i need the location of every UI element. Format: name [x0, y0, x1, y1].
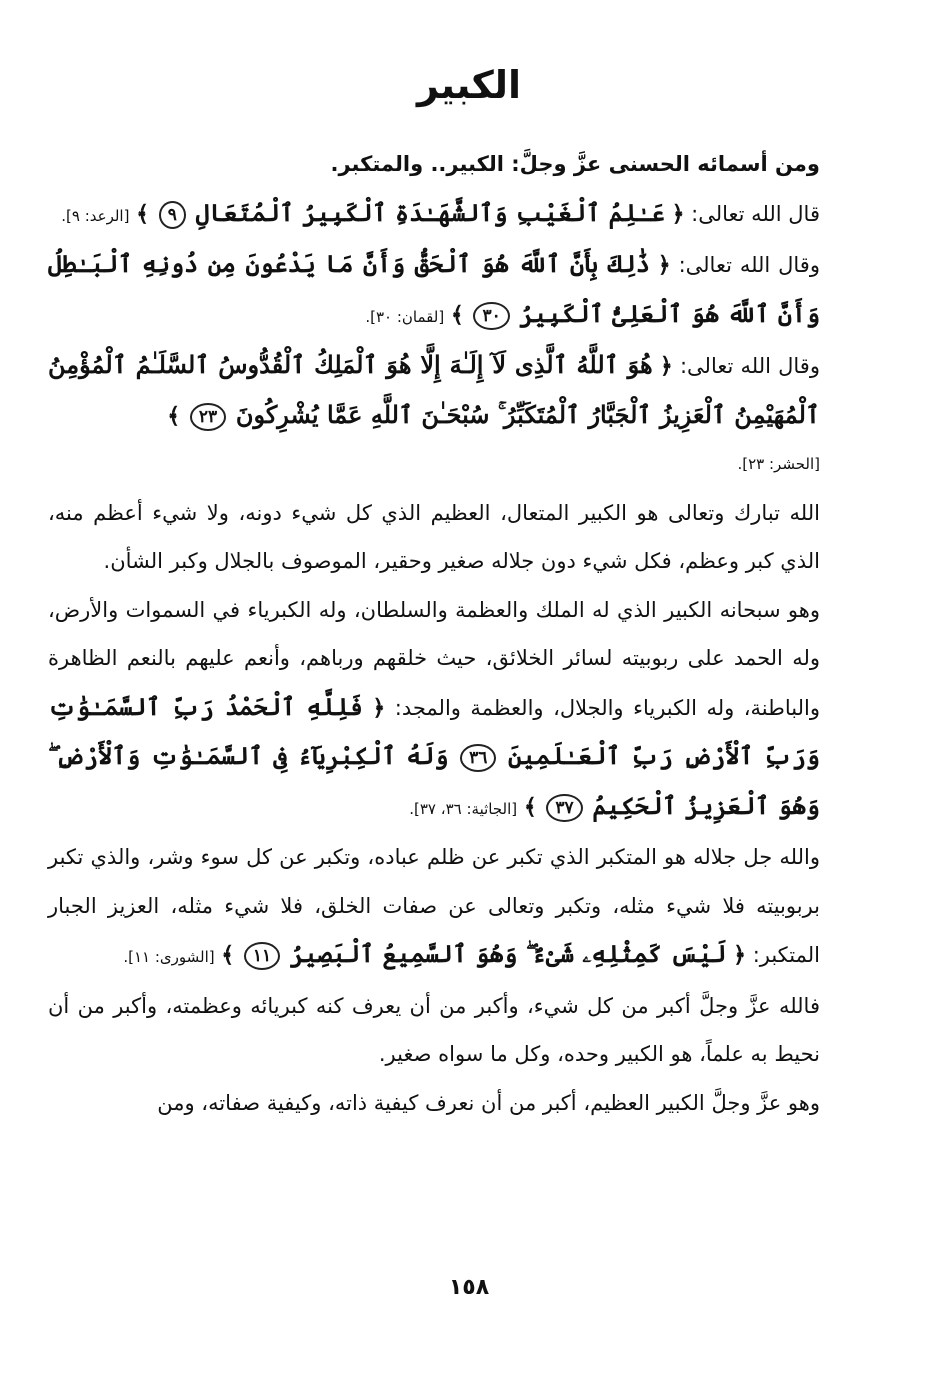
- verse-paragraph-luqman: [48, 240, 820, 341]
- ornate-bracket-open: ﴿: [372, 694, 386, 721]
- verse-paragraph-raad: [48, 189, 820, 241]
- ayah-number-marker: ٢٣: [190, 403, 226, 431]
- verse-paragraph-hashr: [48, 341, 820, 489]
- ornate-bracket-close: ﴾: [523, 793, 537, 820]
- page-body: [48, 140, 820, 1127]
- verse-reference: [الحشر: ٢٣].: [737, 455, 820, 473]
- ornate-bracket-close: ﴾: [167, 402, 181, 429]
- verse-lead: قال الله تعالى:: [691, 201, 820, 226]
- ayah-number-marker: ٩: [159, 201, 186, 229]
- ayah-number-marker: ٣٦: [460, 744, 496, 772]
- paragraph-text: وهو سبحانه الكبير الذي له الملك والعظمة والسلطان، وله الكبرياء في السموات والأرض، وله الحمد على ربوبيته لسائر الخلائق، حيث خلقهم ورباهم، وأنعم عليهم بالنعم الظاهرة والباطنة، وله الكبرياء والجلال، والعظمة والمجد:: [48, 597, 820, 720]
- ornate-bracket-close: ﴾: [450, 301, 464, 328]
- body-paragraph: الله تبارك وتعالى هو الكبير المتعال، العظيم الذي كل شيء دونه، ولا شيء أعظم منه، الذي كبر وعظم، فكل شيء دون جلاله صغير وحقير، الموصوف بالجلال وكبر الشأن.: [48, 500, 820, 573]
- ornate-bracket-open: ﴿: [657, 252, 671, 278]
- body-paragraph: وهو عزَّ وجلَّ الكبير العظيم، أكبر من أن نعرف كيفية ذاته، وكيفية صفاته، ومن: [157, 1090, 820, 1115]
- verse-reference: [الرعد: ٩].: [61, 206, 130, 225]
- verse-lead: وقال الله تعالى:: [678, 253, 820, 277]
- ornate-bracket-close: ﴾: [221, 942, 235, 968]
- quran-verse-text: عَـٰلِمُ ٱلْغَيْبِ وَٱلشَّهَـٰدَةِ ٱلْكَبِيرُ ٱلْمُتَعَالِ: [195, 197, 665, 227]
- body-paragraph-jathiya: [48, 586, 820, 834]
- quran-verse-text: فَلِلَّهِ ٱلْحَمْدُ رَبِّ ٱلسَّمَـٰوَٰتِ وَرَبِّ ٱلْأَرْضِ رَبِّ ٱلْعَـٰلَمِينَ: [48, 691, 820, 770]
- ayah-number-marker: ٣٠: [473, 302, 509, 330]
- paragraph-text: والله جل جلاله هو المتكبر الذي تكبر عن ظلم عباده، وتكبر عن كل سوء وشر، والذي تكبر بربوبيته فلا شيء مثله، وتكبر وتعالى عن صفات الخلق، فلا شيء مثله، العزيز الجبار المتكبر:: [48, 845, 820, 967]
- page-title: الكبير: [416, 63, 522, 107]
- verse-reference: [لقمان: ٣٠].: [365, 307, 445, 326]
- quran-verse-text: هُوَ ٱللَّهُ ٱلَّذِى لَآ إِلَـٰهَ إِلَّا هُوَ ٱلْمَلِكُ ٱلْقُدُّوسُ ٱلسَّلَـٰمُ ٱلْمُؤْمِنُ ٱلْمُهَيْمِنُ ٱلْعَزِيزُ ٱلْجَبَّارُ ٱلْمُتَكَبِّرُ ۚ سُبْحَـٰنَ ٱللَّهِ عَمَّا يُشْرِكُونَ: [48, 350, 820, 429]
- body-paragraph-shura: [48, 833, 820, 982]
- page-number: ١٥٨: [448, 1275, 490, 1300]
- ayah-number-marker: ١١: [244, 942, 280, 970]
- quran-verse-text: ذَٰلِكَ بِأَنَّ ٱللَّهَ هُوَ ٱلْحَقُّ وَأَنَّ مَا يَدْعُونَ مِن دُونِهِ ٱلْبَـٰطِلُ وَأَنَّ ٱللَّهَ هُوَ ٱلْعَلِىُّ ٱلْكَبِيرُ: [48, 249, 820, 328]
- ayah-number-marker: ٣٧: [546, 794, 582, 822]
- verse-reference: [الجاثية: ٣٦، ٣٧].: [409, 799, 518, 818]
- ornate-bracket-open: ﴿: [671, 200, 685, 227]
- quran-verse-text: وَلَهُ ٱلْكِبْرِيَآءُ فِى ٱلسَّمَـٰوَٰتِ وَٱلْأَرْضِ ۖ وَهُوَ ٱلْعَزِيزُ ٱلْحَكِيمُ: [48, 741, 820, 820]
- body-paragraph: فالله عزَّ وجلَّ أكبر من كل شيء، وأكبر من أن يعرف كنه كبريائه وعظمته، وأكبر من أن نحيط به علماً، هو الكبير وحده، وكل ما سواه صغير.: [48, 993, 820, 1066]
- verse-reference: [الشورى: ١١].: [123, 948, 215, 966]
- verse-lead: وقال الله تعالى:: [679, 354, 820, 378]
- ornate-bracket-open: ﴿: [733, 942, 746, 968]
- ornate-bracket-open: ﴿: [659, 353, 673, 379]
- ornate-bracket-close: ﴾: [136, 200, 150, 227]
- quran-verse-text: لَيْسَ كَمِثْلِهِۦ شَىْءٌ ۖ وَهُوَ ٱلسَّمِيعُ ٱلْبَصِيرُ: [289, 939, 727, 968]
- intro-paragraph: ومن أسمائه الحسنى عزَّ وجلَّ: الكبير.. والمتكبر.: [330, 152, 820, 176]
